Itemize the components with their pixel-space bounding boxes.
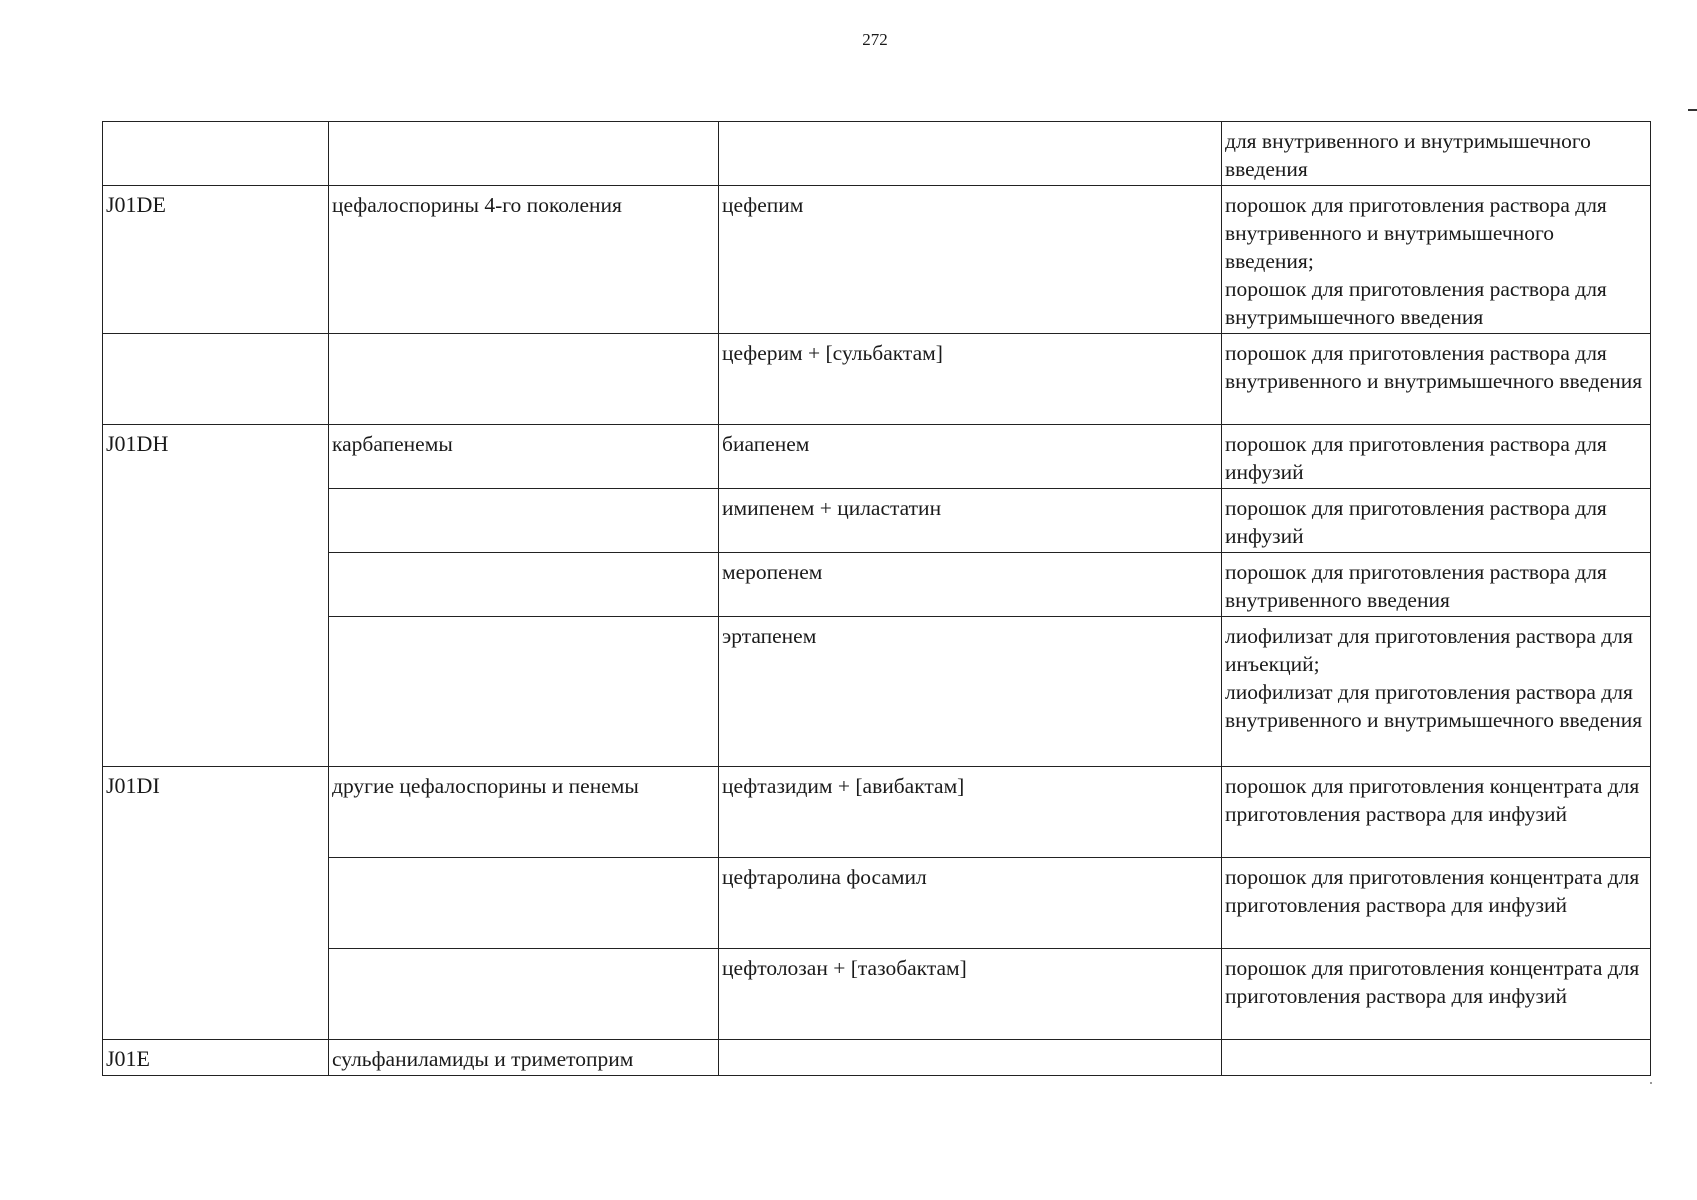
drug-table [102, 121, 1651, 1076]
drug-cell [719, 122, 1222, 186]
table-row [103, 425, 1651, 489]
drug-cell: цеферим + [сульбактам] [719, 334, 1222, 425]
drug-cell: цефтолозан + [тазобактам] [719, 949, 1222, 1040]
atc-code-cell [103, 334, 329, 425]
atc-code-cell: J01DI [103, 767, 329, 1040]
table-row [103, 186, 1651, 334]
group-cell: другие цефалоспорины и пенемы [329, 767, 719, 858]
atc-code-cell: J01DH [103, 425, 329, 767]
dosage-form-cell: порошок для приготовления раствора для внутривенного введения [1222, 553, 1651, 617]
dosage-form-cell: порошок для приготовления концентрата для приготовления раствора для инфузий [1222, 858, 1651, 949]
group-cell [329, 553, 719, 617]
table-row [103, 334, 1651, 425]
table-row [103, 1040, 1651, 1076]
drug-cell: цефтазидим + [авибактам] [719, 767, 1222, 858]
dosage-form-cell: порошок для приготовления раствора для внутривенного и внутримышечного введения [1222, 334, 1651, 425]
dosage-form-cell: порошок для приготовления концентрата для приготовления раствора для инфузий [1222, 767, 1651, 858]
group-cell [329, 949, 719, 1040]
dosage-form-cell: для внутривенного и внутримышечного введения [1222, 122, 1651, 186]
dosage-form-cell [1222, 1040, 1651, 1076]
drug-cell: биапенем [719, 425, 1222, 489]
group-cell [329, 334, 719, 425]
page-number: 272 [862, 30, 888, 49]
atc-code-cell: J01E [103, 1040, 329, 1076]
drug-cell: цефепим [719, 186, 1222, 334]
table-row [103, 553, 1651, 617]
drug-cell: меропенем [719, 553, 1222, 617]
drug-cell: цефтаролина фосамил [719, 858, 1222, 949]
group-cell [329, 858, 719, 949]
dosage-form-cell: лиофилизат для приготовления раствора для инъекций; лиофилизат для приготовления раствора для внутривенного и внутримышечного введения [1222, 617, 1651, 767]
table-row [103, 767, 1651, 858]
table-row [103, 122, 1651, 186]
group-cell [329, 489, 719, 553]
scan-edge-mark [1688, 109, 1697, 111]
group-cell: сульфаниламиды и триметоприм [329, 1040, 719, 1076]
dosage-form-cell: порошок для приготовления раствора для инфузий [1222, 425, 1651, 489]
scan-dot-mark [1650, 1082, 1652, 1084]
atc-code-cell: J01DE [103, 186, 329, 334]
group-cell: цефалоспорины 4-го поколения [329, 186, 719, 334]
table-row [103, 617, 1651, 767]
table-row [103, 949, 1651, 1040]
group-cell [329, 617, 719, 767]
drug-cell: эртапенем [719, 617, 1222, 767]
table-row [103, 858, 1651, 949]
dosage-form-cell: порошок для приготовления раствора для инфузий [1222, 489, 1651, 553]
drug-cell: имипенем + циластатин [719, 489, 1222, 553]
dosage-form-cell: порошок для приготовления раствора для внутривенного и внутримышечного введения; порошок для приготовления раствора для внутримышечного введения [1222, 186, 1651, 334]
atc-code-cell [103, 122, 329, 186]
drug-cell [719, 1040, 1222, 1076]
dosage-form-cell: порошок для приготовления концентрата для приготовления раствора для инфузий [1222, 949, 1651, 1040]
group-cell: карбапенемы [329, 425, 719, 489]
table-row [103, 489, 1651, 553]
group-cell [329, 122, 719, 186]
